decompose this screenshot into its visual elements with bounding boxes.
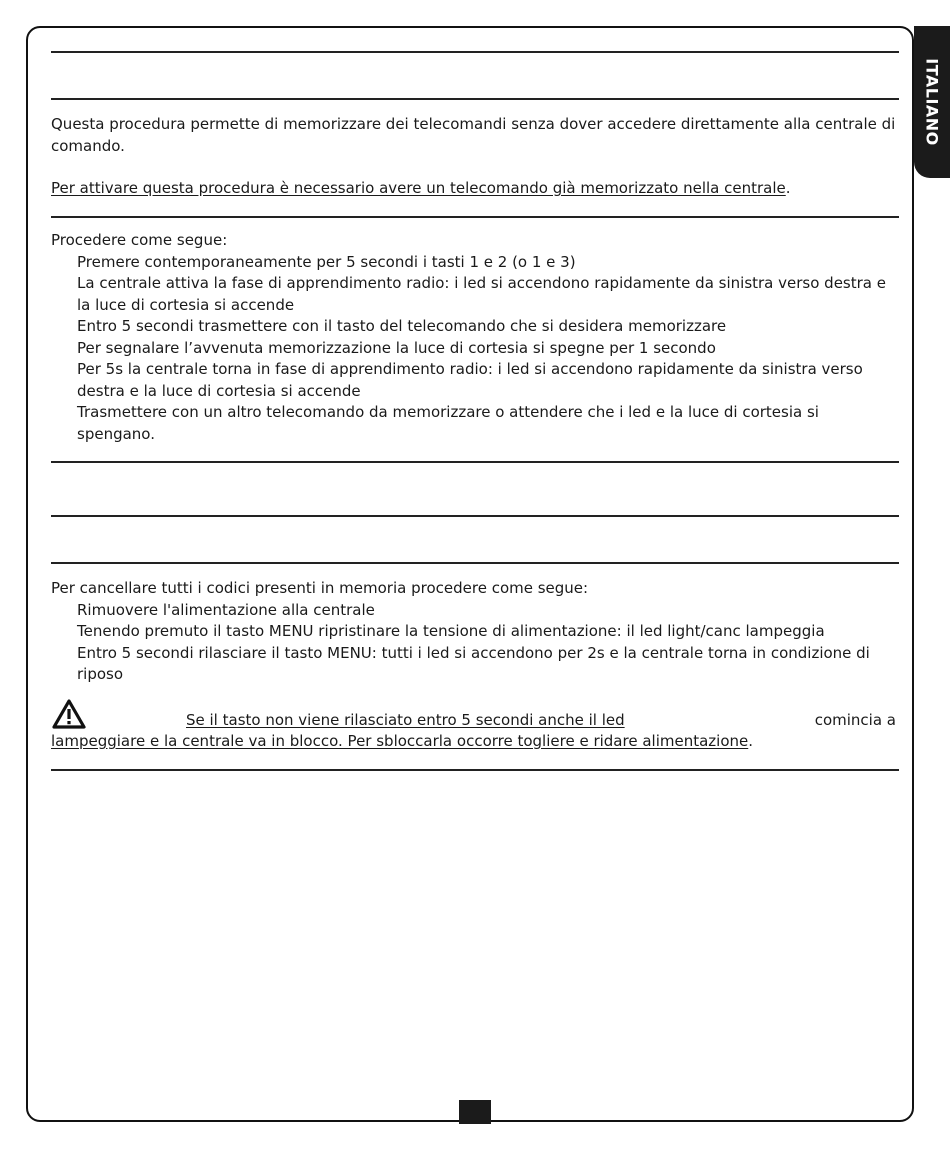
section-rule (51, 562, 899, 564)
section-rule (51, 98, 899, 100)
section-rule (51, 51, 899, 53)
reset-procedure-list (51, 578, 899, 686)
warning-text-c: lampeggiare e la centrale va in blocco. Per sbloccarla occorre togliere e ridare alimentazione (51, 732, 749, 750)
intro-paragraph: Questa procedura permette di memorizzare dei telecomandi senza dover accedere direttamente alla centrale di comando. (51, 115, 896, 155)
language-tab-label: ITALIANO (922, 58, 942, 146)
page-number-marker (459, 1100, 491, 1124)
reset-step: Tenendo premuto il tasto MENU ripristinare la tensione di alimentazione: il led light/canc lampeggia (77, 622, 825, 640)
reset-lead: Per cancellare tutti i codici presenti in memoria procedere come segue: (51, 579, 589, 597)
warning-end: . (748, 732, 754, 750)
section-rule (51, 461, 899, 463)
procedure-step: Trasmettere con un altro telecomando da memorizzare o attendere che i led e la luce di cortesia si spengano. (77, 403, 819, 443)
reset-step: Entro 5 secondi rilasciare il tasto MENU: tutti i led si accendono per 2s e la centrale torna in condizione di riposo (77, 643, 870, 683)
reset-step: Rimuovere l'alimentazione alla centrale (77, 600, 375, 619)
procedure-step: La centrale attiva la fase di apprendimento radio: i led si accendono rapidamente da sinistra verso destra e la luce di cortesia si accende (77, 274, 886, 314)
warning-underline (186, 710, 899, 732)
procedure-step: Entro 5 secondi trasmettere con il tasto del telecomando che si desidera memorizzare (77, 317, 727, 335)
section-rule (51, 769, 899, 771)
section-rule (51, 216, 899, 218)
procedure-lead: Procedere come segue: (51, 231, 228, 249)
warning-text-b: comincia a (814, 711, 896, 729)
section-rule (51, 515, 899, 517)
procedure-step: Per segnalare l’avvenuta memorizzazione la luce di cortesia si spegne per 1 secondo (77, 338, 716, 357)
procedure-list (51, 230, 899, 445)
warning-text-a: Se il tasto non viene rilasciato entro 5 secondi anche il led (186, 711, 625, 729)
requirement-note (51, 178, 899, 200)
language-tab (914, 26, 950, 178)
warning-line-2 (51, 731, 899, 753)
requirement-text: Per attivare questa procedura è necessario avere un telecomando già memorizzato nella centrale (51, 179, 786, 197)
requirement-end: . (785, 179, 791, 197)
warning-line-1 (51, 710, 899, 732)
procedure-step: Per 5s la centrale torna in fase di apprendimento radio: i led si accendono rapidamente da sinistra verso destra e la luce di cortesia si accende (77, 360, 863, 400)
procedure-step: Premere contemporaneamente per 5 secondi i tasti 1 e 2 (o 1 e 3) (77, 252, 576, 271)
